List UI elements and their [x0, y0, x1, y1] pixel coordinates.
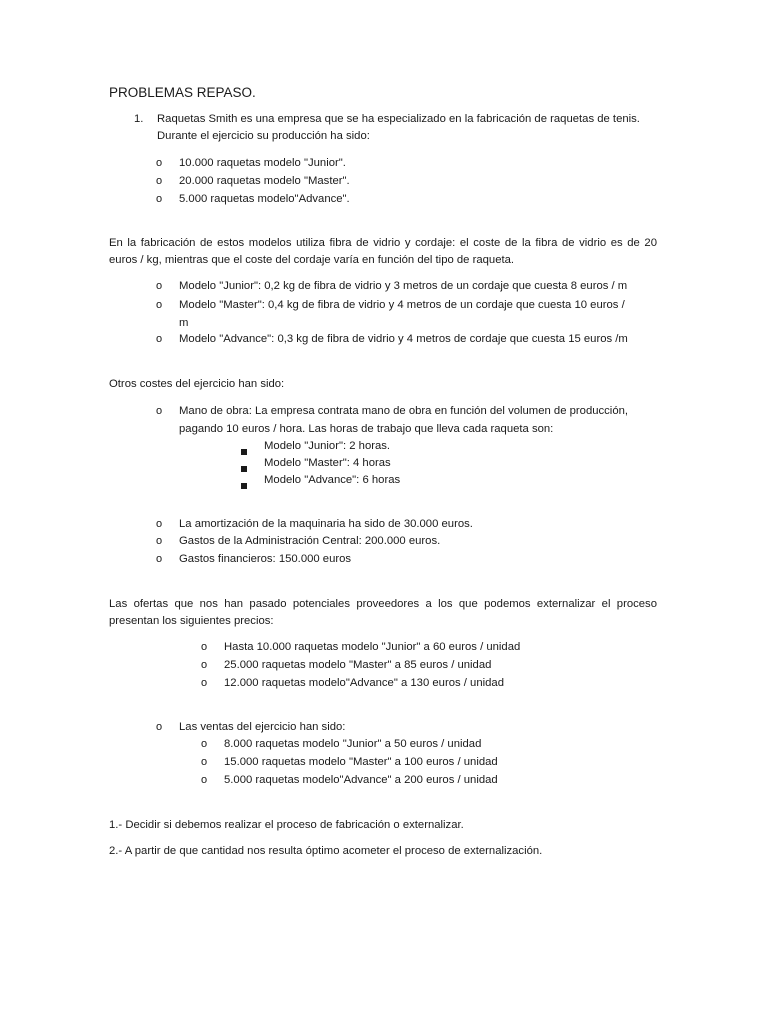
problem-intro-line-2: Durante el ejercicio su producción ha sido: [157, 130, 370, 142]
list-item-continuation: m [179, 317, 189, 329]
list-bullet: o [156, 721, 163, 733]
list-item: Modelo "Master": 4 horas [264, 457, 391, 469]
list-bullet: o [156, 333, 163, 345]
square-bullet-icon [241, 461, 247, 479]
list-item: Modelo "Advance": 0,3 kg de fibra de vidrio y 4 metros de cordaje que cuesta 15 euros /m [179, 333, 628, 345]
labor-line-1: Mano de obra: La empresa contrata mano de obra en función del volumen de producción, [179, 405, 629, 417]
list-bullet: o [156, 518, 163, 530]
fabrication-paragraph-line-2: euros / kg, mientras que el coste del cordaje varía en función del tipo de raqueta. [109, 254, 515, 266]
list-item: Hasta 10.000 raquetas modelo "Junior" a 60 euros / unidad [224, 641, 521, 653]
list-item: 20.000 raquetas modelo "Master". [179, 175, 350, 187]
page-title: PROBLEMAS REPASO. [109, 85, 256, 100]
list-bullet: o [201, 774, 208, 786]
list-bullet: o [156, 193, 163, 205]
labor-line-2: pagando 10 euros / hora. Las horas de trabajo que lleva cada raqueta son: [179, 423, 554, 435]
offers-paragraph-line-2: presentan los siguientes precios: [109, 615, 274, 627]
square-bullet-icon [241, 444, 247, 462]
offers-paragraph-line-1: Las ofertas que nos han pasado potenciales proveedores a los que podemos externalizar el proceso [109, 598, 657, 610]
list-bullet: o [156, 553, 163, 565]
list-bullet: o [201, 738, 208, 750]
list-item: 8.000 raquetas modelo "Junior" a 50 euros / unidad [224, 738, 482, 750]
list-bullet: o [156, 280, 163, 292]
list-item: Gastos de la Administración Central: 200.000 euros. [179, 535, 441, 547]
list-item: Gastos financieros: 150.000 euros [179, 553, 352, 565]
sales-heading: Las ventas del ejercicio han sido: [179, 721, 346, 733]
problem-intro-line-1: Raquetas Smith es una empresa que se ha especializado en la fabricación de raquetas de tenis. [157, 113, 640, 125]
list-bullet: o [156, 157, 163, 169]
question-1: 1.- Decidir si debemos realizar el proceso de fabricación o externalizar. [109, 819, 464, 831]
square-bullet-icon [241, 478, 247, 496]
list-bullet: o [156, 405, 163, 417]
problem-number: 1. [134, 113, 144, 125]
list-bullet: o [201, 756, 208, 768]
list-item: 15.000 raquetas modelo "Master" a 100 euros / unidad [224, 756, 498, 768]
list-item: 5.000 raquetas modelo"Advance" a 200 euros / unidad [224, 774, 498, 786]
list-bullet: o [156, 175, 163, 187]
list-item: 12.000 raquetas modelo"Advance" a 130 euros / unidad [224, 677, 504, 689]
list-item: 25.000 raquetas modelo "Master" a 85 euros / unidad [224, 659, 492, 671]
question-2: 2.- A partir de que cantidad nos resulta óptimo acometer el proceso de externalización. [109, 845, 543, 857]
list-item: La amortización de la maquinaria ha sido de 30.000 euros. [179, 518, 473, 530]
list-item: Modelo "Junior": 0,2 kg de fibra de vidrio y 3 metros de un cordaje que cuesta 8 euros / m [179, 280, 628, 292]
list-bullet: o [201, 659, 208, 671]
list-bullet: o [156, 535, 163, 547]
list-bullet: o [201, 677, 208, 689]
list-bullet: o [156, 299, 163, 311]
list-bullet: o [201, 641, 208, 653]
list-item: Modelo "Junior": 2 horas. [264, 440, 391, 452]
other-costs-heading: Otros costes del ejercicio han sido: [109, 378, 285, 390]
list-item: 5.000 raquetas modelo"Advance". [179, 193, 350, 205]
list-item: Modelo "Master": 0,4 kg de fibra de vidrio y 4 metros de un cordaje que cuesta 10 euros / [179, 299, 625, 311]
list-item: 10.000 raquetas modelo "Junior". [179, 157, 346, 169]
fabrication-paragraph-line-1: En la fabricación de estos modelos utiliza fibra de vidrio y cordaje: el coste de la fibra de vidrio es de 20 [109, 237, 657, 249]
list-item: Modelo "Advance": 6 horas [264, 474, 401, 486]
